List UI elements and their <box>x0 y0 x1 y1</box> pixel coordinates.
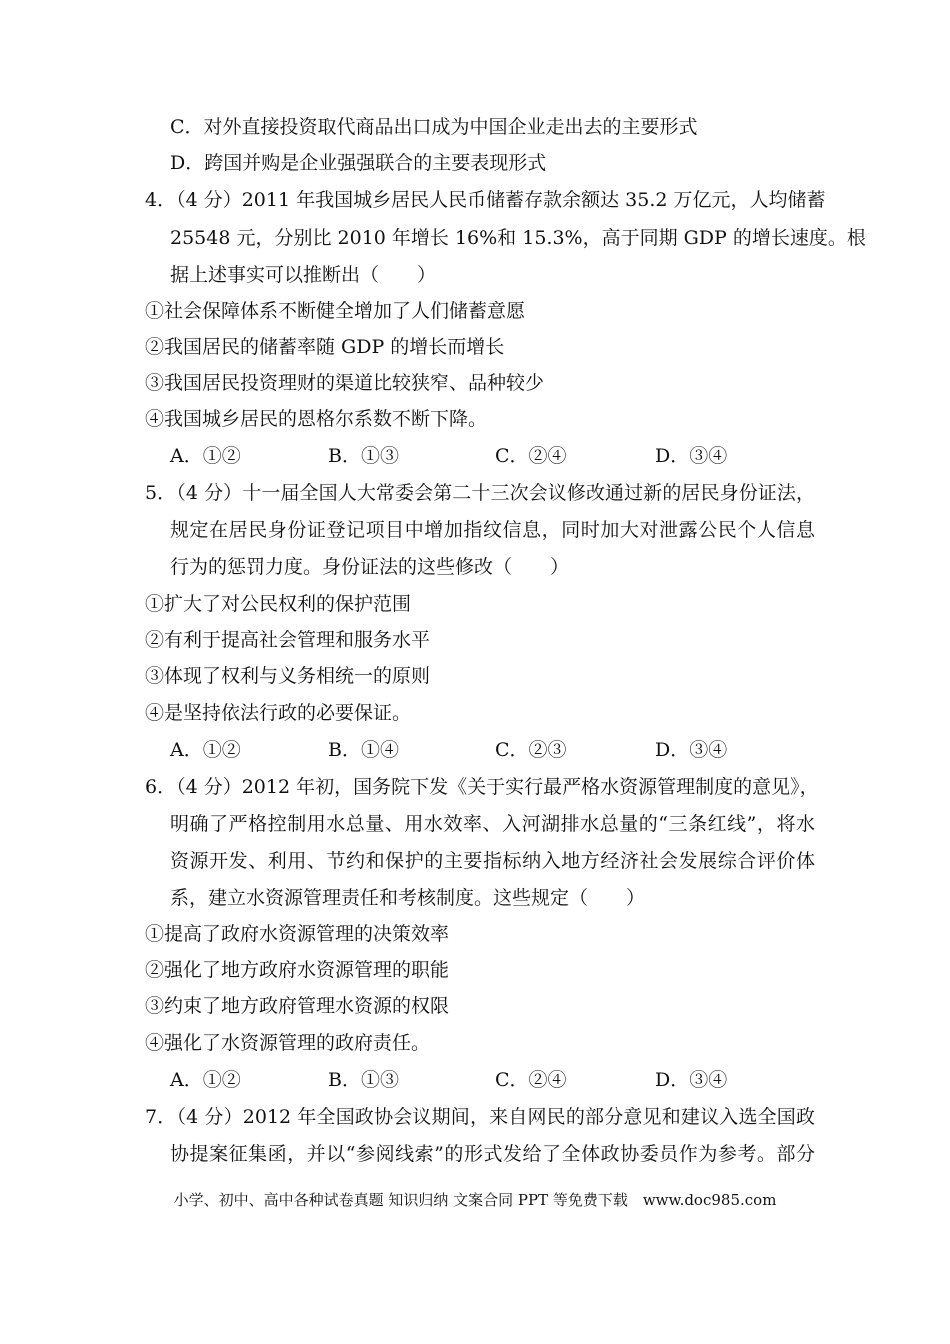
question-5-statement: ①扩大了对公民权利的保护范围 <box>145 593 412 615</box>
page-footer: 小学、初中、高中各种试卷真题 知识归纳 文案合同 PPT 等免费下载 www.doc985.com <box>173 1191 777 1209</box>
question-6-option-c: C．②④ <box>495 1069 567 1091</box>
question-6-option-d: D．③④ <box>655 1069 728 1091</box>
question-4-statement: ②我国居民的储蓄率随 GDP 的增长而增长 <box>145 336 505 358</box>
question-6-statement: ②强化了地方政府水资源管理的职能 <box>145 959 450 981</box>
question-6-stem-line: 明确了严格控制用水总量、用水效率、入河湖排水总量的“三条红线”，将水 <box>170 813 815 835</box>
question-4-option-c: C．②④ <box>495 445 567 467</box>
question-5-option-b: B．①④ <box>328 739 399 761</box>
question-5-stem-line: 规定在居民身份证登记项目中增加指纹信息，同时加大对泄露公民个人信息 <box>170 519 815 541</box>
question-4-stem-line: 4．（4 分）2011 年我国城乡居民人民币储蓄存款余额达 35.2 万亿元，人均储蓄 <box>145 189 826 211</box>
question-6-stem-line: 6．（4 分）2012 年初，国务院下发《关于实行最严格水资源管理制度的意见》， <box>145 776 819 798</box>
question-3-option-d: D．跨国并购是企业强强联合的主要表现形式 <box>170 152 547 174</box>
question-6-option-b: B．①③ <box>328 1069 399 1091</box>
question-6-option-a: A．①② <box>170 1069 241 1091</box>
question-5-stem-line: 5．（4 分）十一届全国人大常委会第二十三次会议修改通过新的居民身份证法， <box>145 482 815 504</box>
question-5-statement: ②有利于提高社会管理和服务水平 <box>145 629 431 651</box>
question-5-statement: ④是坚持依法行政的必要保证。 <box>145 702 412 724</box>
question-5-option-d: D．③④ <box>655 739 728 761</box>
question-7-stem-line: 协提案征集函，并以“参阅线索”的形式发给了全体政协委员作为参考。部分 <box>170 1143 815 1165</box>
question-6-statement: ①提高了政府水资源管理的决策效率 <box>145 923 450 945</box>
question-7-stem-line: 7．（4 分）2012 年全国政协会议期间，来自网民的部分意见和建议入选全国政 <box>145 1106 815 1128</box>
question-6-stem-line: 资源开发、利用、节约和保护的主要指标纳入地方经济社会发展综合评价体 <box>170 850 815 872</box>
question-5-statement: ③体现了权利与义务相统一的原则 <box>145 665 431 687</box>
question-4-stem-line: 据上述事实可以推断出（ ） <box>170 264 437 286</box>
question-5-option-a: A．①② <box>170 739 241 761</box>
question-4-option-d: D．③④ <box>655 445 728 467</box>
question-6-statement: ④强化了水资源管理的政府责任。 <box>145 1032 431 1054</box>
question-4-stem-line: 25548 元，分别比 2010 年增长 16%和 15.3%，高于同期 GDP 的增长速度。根 <box>170 227 866 249</box>
question-6-statement: ③约束了地方政府管理水资源的权限 <box>145 995 450 1017</box>
question-4-statement: ④我国城乡居民的恩格尔系数不断下降。 <box>145 408 488 430</box>
question-3-option-c: C．对外直接投资取代商品出口成为中国企业走出去的主要形式 <box>170 116 698 138</box>
question-5-option-c: C．②③ <box>495 739 567 761</box>
question-4-option-b: B．①③ <box>328 445 399 467</box>
question-4-option-a: A．①② <box>170 445 241 467</box>
question-6-stem-line: 系，建立水资源管理责任和考核制度。这些规定（ ） <box>170 887 646 909</box>
question-5-stem-line: 行为的惩罚力度。身份证法的这些修改（ ） <box>170 556 570 578</box>
question-4-statement: ①社会保障体系不断健全增加了人们储蓄意愿 <box>145 300 526 322</box>
question-4-statement: ③我国居民投资理财的渠道比较狭窄、品种较少 <box>145 372 545 394</box>
